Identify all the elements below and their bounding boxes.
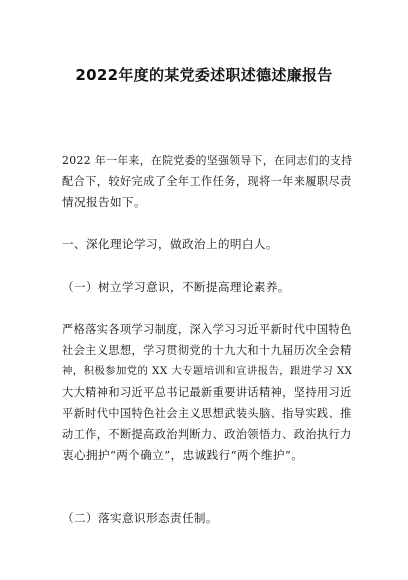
section-heading-1: 一、深化理论学习，做政治上的明白人。 (62, 237, 278, 251)
body-line: 衷心拥护“两个确立”，忠诚践行“两个维护”。 (62, 448, 304, 462)
body-line: 神，积极参加党的 XX 大专题培训和宣讲报告，跟进学习 XX (62, 365, 353, 377)
body-line: 社会主义思想，学习贯彻党的十九大和十九届历次全会精 (62, 344, 352, 357)
document-title: 2022年度的某党委述职述德述廉报告 (75, 66, 333, 84)
subsection-heading-1: （一）树立学习意识，不断提高理论素养。 (62, 280, 290, 294)
intro-line: 情况报告如下。 (62, 195, 146, 209)
body-paragraph-1 (62, 319, 354, 466)
intro-paragraph (62, 150, 354, 213)
body-line: 严格落实各项学习制度，深入学习习近平新时代中国特色 (62, 323, 352, 336)
body-line: 平新时代中国特色社会主义思想武装头脑、指导实践、推 (62, 407, 352, 420)
body-line: 动工作，不断提高政治判断力、政治领悟力、政治执行力 (62, 428, 352, 441)
intro-line: 2022 年一年来，在院党委的坚强领导下，在同志们的支持 (62, 154, 353, 167)
intro-line: 配合下，较好完成了全年工作任务，现将一年来履职尽责 (62, 175, 352, 188)
body-line: 大大精神和习近平总书记最新重要讲话精神，坚持用习近 (62, 386, 352, 399)
subsection-heading-2: （二）落实意识形态责任制。 (62, 511, 218, 525)
